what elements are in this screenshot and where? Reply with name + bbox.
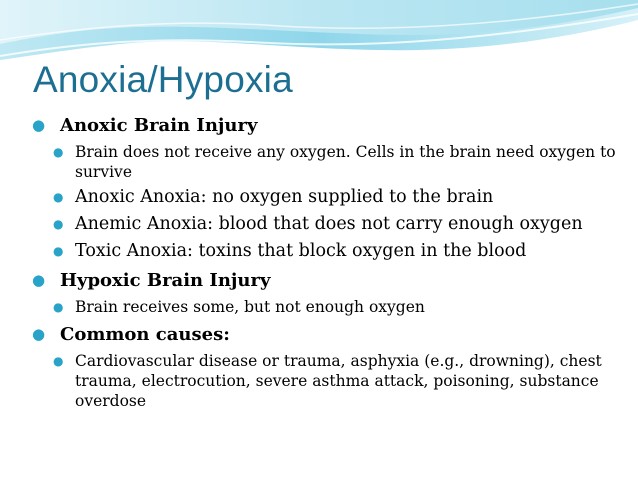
section-heading: Common causes: [60,324,230,345]
bullet-icon: ● [32,116,46,134]
bullet-icon: ● [53,145,64,159]
section-common-causes [32,323,622,411]
bullet-icon: ● [53,300,64,314]
list-item: ● Toxic Anoxia: toxins that block oxygen in the blood [53,241,527,261]
slide-title: Anoxia/Hypoxia [33,59,293,100]
slide-bullet-list [32,114,622,417]
anoxic-subitems [53,142,622,263]
bullet-icon: ● [53,354,64,368]
section-anoxic-brain-injury [32,114,622,263]
bullet-icon: ● [53,190,64,204]
bullet-icon: ● [32,271,46,289]
list-item: ● Cardiovascular disease or trauma, asphyxia (e.g., drowning), chest trauma, electrocution, severe asthma attack, poisoning, substance overdose [53,352,602,410]
causes-subitems [53,351,622,411]
section-heading: Hypoxic Brain Injury [60,270,271,291]
section-heading: Anoxic Brain Injury [60,115,258,136]
list-item: ● Anemic Anoxia: blood that does not carry enough oxygen [53,214,583,234]
bullet-icon: ● [53,244,64,258]
hypoxic-subitems [53,297,622,317]
bullet-icon: ● [53,217,64,231]
bullet-icon: ● [32,325,46,343]
list-item: ● Brain receives some, but not enough oxygen [53,298,425,316]
list-item: ● Brain does not receive any oxygen. Cells in the brain need oxygen to survive [53,143,616,181]
list-item: ● Anoxic Anoxia: no oxygen supplied to the brain [53,187,494,207]
section-hypoxic-brain-injury [32,269,622,317]
